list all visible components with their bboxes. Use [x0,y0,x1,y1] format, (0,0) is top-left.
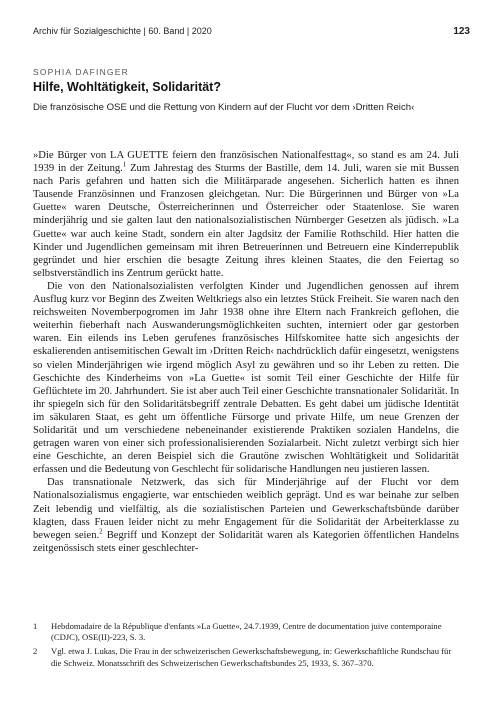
article-title: Hilfe, Wohltätigkeit, Solidarität? [33,80,221,94]
footnote-ref-1[interactable]: 1 [122,160,127,169]
paragraph-1 [33,149,459,280]
article-subtitle: Die französische OSE und die Rettung von Kindern auf der Flucht vor dem ›Dritten Reich‹ [33,102,415,113]
footnote-text: Vgl. etwa J. Lukas, Die Frau in der schweizerischen Gewerkschaftsbewegung, in: Gewerkschaftliche Rundschau für die Schweiz. Monatsschrift des Schweizerischen Gewerkschaftsbundes 25, 1933, S. 367–370. [51,646,452,668]
paragraph-3-text-b: Begriff und Konzept der Solidarität waren als Kategorien öffentlichen Handelns zeitgenössisch stets einer geschlechter- [33,529,460,554]
paragraph-2: Die von den Nationalsozialisten verfolgten Kinder und Jugendlichen genossen auf ihrem Ausflug kurz vor Beginn des Zweiten Weltkriegs also ein letztes Stück Freiheit. Sie waren nach den reichsweiten Novemberpogromen im Jahr 1938 ohne ihre Eltern nach Frankreich geflohen, die weiterhin fieberhaft nach Auswanderungsmöglichkeiten suchten, interniert oder gar gestorben waren. Ein eilends ins Leben gerufenes französisches Hilfskomitee hatte sich angesichts der eskalierenden antisemitischen Gewalt im ›Dritten Reich‹ nachdrücklich dafür eingesetzt, wenigstens so vielen Minderjährigen wie irgend möglich Asyl zu gewähren und so ihr Leben zu retten. Die Geschichte des Kinderheims von »La Guette« ist somit Teil einer Geschichte der Hilfe für Geflüchtete im 20. Jahrhundert. Sie ist aber auch Teil einer Geschichte transnationaler Solidarität. In ihr spiegeln sich für den Solidaritätsbegriff zentrale Debatten. Es geht dabei um jüdische Identität im säkularen Staat, es geht um öffentliche Fürsorge und private Hilfe, um neue Grenzen der Solidarität und um verschiedene nebeneinander existierende Praktiken sozialen Handelns, die getragen waren von einer sich professionalisierenden Sozialarbeit. Nicht zuletzt verbirgt sich hier eine Geschichte, an deren Beispiel sich die Grautöne zwischen Wohltätigkeit und Solidarität erfassen und die Bedeutung von Geschlecht für solidarische Handlungen neu justieren lassen. [33,280,459,476]
paragraph-3-text-a: Das transnationale Netzwerk, das sich für Minderjährige auf der Flucht vor dem Nationalsozialismus engagierte, war entschieden weiblich geprägt. Und es war beinahe zur selben Zeit lebendig und vielfältig, als die sozialistischen Parteien und Gewerkschaftsbünde darüber klagten, dass Frauen leider nicht zu mehr Engagement für die Solidarität der Arbeiterklasse zu bewegen seien. [33,477,459,541]
paragraph-1-text-b: Zum Jahrestag des Sturms der Bastille, dem 14. Juli, waren sie mit Bussen nach Paris gefahren und hatten sich die Militärparade angesehen. Sicherlich hatten es ihnen Tausende Französinnen und Franzosen gleichgetan. Nur: Die Bürgerinnen und Bürger von »La Guette« waren Deutsche, Österreicherinnen und Österreicher oder Staatenlose. Sie waren minderjährig und sie galten laut den nationalsozialistischen Nürnberger Gesetzen als jüdisch. »La Guette« war auch keine Stadt, sondern ein alter Jagdsitz der Familie Rothschild. Hier hatten die Kinder und Jugendlichen gemeinsam mit ihren Betreuerinnen und Betreuern eine Kinderrepublik gegründet und hier erschien die besagte Zeitung ihres kleinen Staates, die den Feiertag so selbstverständlich ins Zentrum gerückt hatte. [33,163,460,279]
footnote-ref-2[interactable]: 2 [99,527,103,536]
footnotes [33,621,459,672]
footnote-text: Hebdomadaire de la République d'enfants »La Guette«, 24.7.1939, Centre de documentation juive contemporaine (CDJC), OSE(II)-223, S. 3. [51,621,442,643]
running-head [33,26,470,37]
footnote-number: 2 [33,646,38,657]
paragraph-3 [33,476,459,555]
paragraph-1-text-a: »Die Bürger von LA GUETTE feiern den französischen Nationalfesttag«, so stand es am 24. Juli 1939 in der Zeitung. [33,150,459,175]
footnote-number: 1 [33,621,38,631]
article-author: SOPHIA DAFINGER [33,67,129,77]
footnote-1 [33,621,459,643]
footnote-2 [33,646,459,668]
page-number: 123 [453,26,470,37]
article-body [33,149,459,555]
journal-info: Archiv für Sozialgeschichte | 60. Band | 2020 [33,26,212,36]
